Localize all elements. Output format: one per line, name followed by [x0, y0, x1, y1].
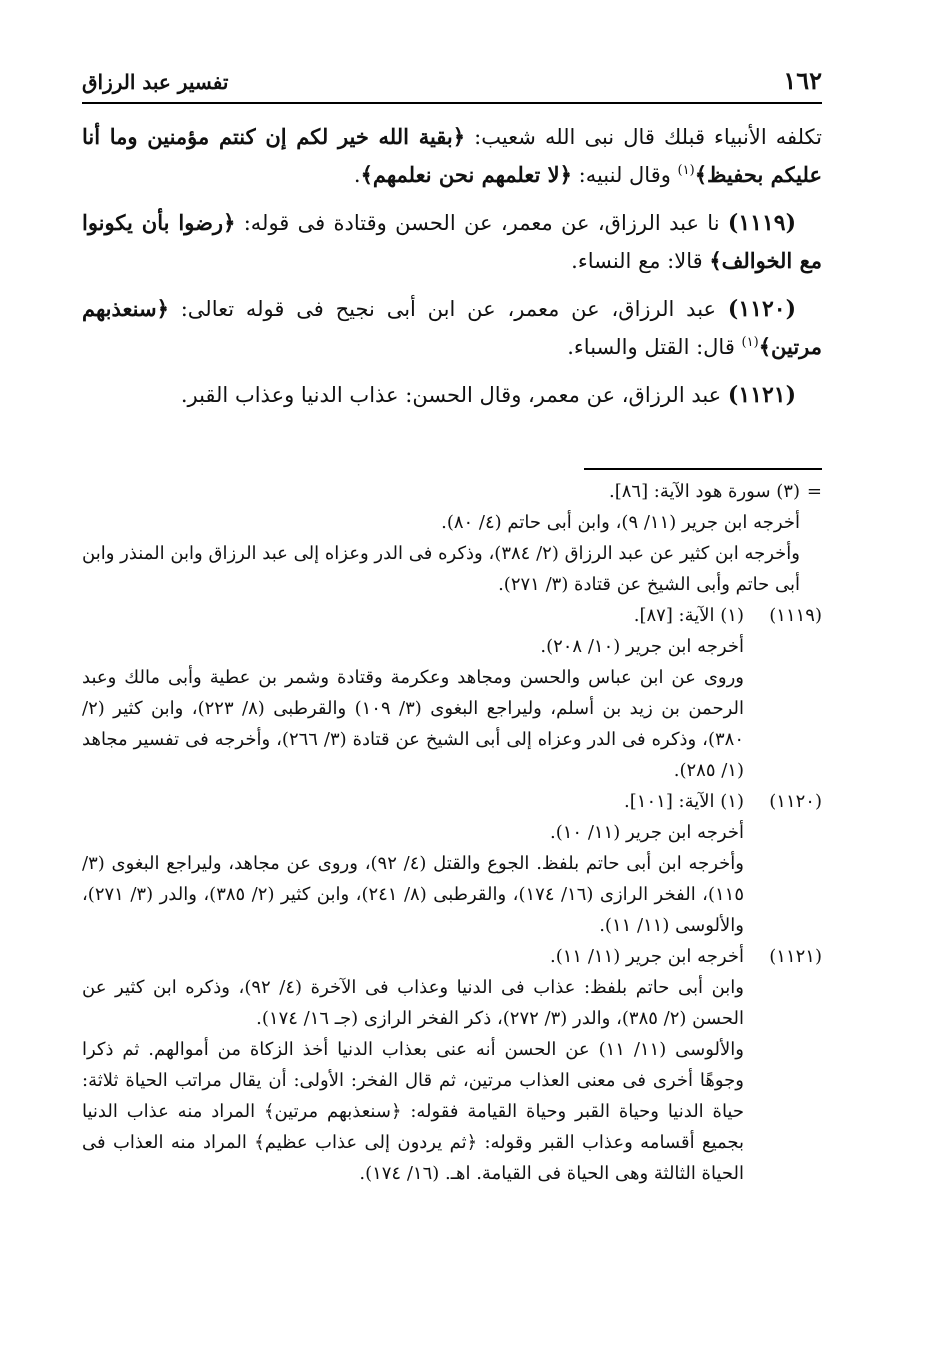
quran-quote: ﴿رضوا بأن يكونوا مع الخوالف﴾ — [82, 210, 822, 273]
footnote-line: وابن أبى حاتم بلفظ: عذاب فى الدنيا وعذاب فى الآخرة (٤/ ٩٢)، وذكره ابن كثير عن الحسن (٢/ ٣٨٥)، والدر (٣/ ٢٧٢)، ذكر الفخر الرازى (جـ ١٦/ ١٧٤). — [82, 977, 744, 1029]
footnote-continued — [82, 476, 822, 600]
main-text — [82, 118, 822, 424]
text-run: تكلفه الأنبياء قبلك قال نبى الله شعيب: — [465, 125, 822, 149]
text-run: قال: القتل والسباء. — [567, 335, 742, 359]
footnote-separator — [584, 468, 822, 470]
footnote-1119 — [82, 600, 822, 786]
footnotes — [82, 476, 822, 1189]
text-run: عبد الرزاق، عن معمر، عن ابن أبى نجيح فى قوله تعالى: — [168, 297, 728, 321]
footnote-line: أخرجه ابن جرير (١١/ ٩)، وابن أبى حاتم (٤/ ٨٠). — [441, 512, 800, 533]
footnote-line: وأخرجه ابن أبى حاتم بلفظ. الجوع والقتل (٤/ ٩٢)، وروى عن مجاهد، وليراجع البغوى (٣/ ١١٥)، الفخر الرازى (١٦/ ١٧٤)، والقرطبى (٨/ ٢٤١)، وابن كثير (٢/ ٣٨٥)، والدر (٣/ ٢٧١)، والألوسى (١١/ ١١). — [82, 853, 745, 936]
quran-quote: ﴿لا تعلمهم نحن نعلمهم﴾ — [360, 162, 572, 187]
paragraph-1119 — [82, 204, 822, 280]
footnote-line: وروى عن ابن عباس والحسن ومجاهد وعكرمة وقتادة وشمر بن عطية وأبى مالك وعبد الرحمن بن زيد بن أسلم، وليراجع البغوى (٣/ ١٠٩) والقرطبى (٨/ ٢٢٣)، وابن كثير (٢/ ٣٨٠)، وذكره فى الدر وعزاه إلى أبى الشيخ عن قتادة (٣/ ٢٦٦)، وأخرجه فى تفسير مجاهد (١/ ٢٨٥). — [82, 667, 745, 781]
quran-quote: ﴿سنعذبهم مرتين﴾ — [82, 296, 822, 359]
text-run: قالا: مع النساء. — [571, 249, 710, 273]
footnote-1120 — [82, 786, 822, 941]
paragraph-1121 — [82, 376, 822, 414]
footnote-line: وأخرجه ابن كثير عن عبد الرزاق (٢/ ٣٨٤)، وذكره فى الدر وعزاه إلى عبد الرزاق وابن المنذر وابن أبى حاتم وأبى الشيخ عن قتادة (٣/ ٢٧١). — [82, 543, 800, 595]
footnote-line: والألوسى (١١/ ١١) عن الحسن أنه عنى بعذاب الدنيا أخذ الزكاة من أموالهم. ثم ذكرا وجوهًا أخرى فى معنى العذاب مرتين، ثم قال الفخر: الأولى: أن يقال مراتب الحياة ثلاثة: حياة الدنيا وحياة القبر وحياة القيامة فقوله: ﴿سنعذبهم مرتين﴾ المراد منه عذاب الدنيا بجميع أقسامه وعذاب القبر وقوله: ﴿ثم يردون إلى عذاب عظيم﴾ المراد منه العذاب فى الحياة الثالثة وهى الحياة فى القيامة. اهـ. (١٦/ ١٧٤). — [82, 1039, 744, 1184]
hadith-number: (١١٢٠) — [727, 296, 796, 322]
footnote-line: أخرجه ابن جرير (١٠/ ٢٠٨). — [540, 636, 744, 657]
footnote-label: (١١٢٠) — [769, 791, 822, 812]
hadith-number: (١١١٩) — [727, 210, 796, 236]
hadith-number: (١١٢١) — [727, 382, 796, 408]
footnote-label: (١١١٩) — [769, 605, 822, 626]
quran-quote: ﴿بقية الله خير لكم إن كنتم مؤمنين وما أنا عليكم بحفيظ﴾ — [82, 124, 822, 187]
page-number: ١٦٢ — [783, 66, 822, 95]
text-run: وقال لنبيه: — [571, 163, 678, 187]
footnote-ref: (١) — [741, 335, 759, 350]
footnote-label: (١١٢١) — [769, 946, 822, 967]
footnote-line: أخرجه ابن جرير (١١/ ١١). — [550, 946, 744, 967]
footnote-1121 — [82, 941, 822, 1189]
paragraph-1120 — [82, 290, 822, 366]
page-header — [82, 66, 822, 104]
paragraph-continued — [82, 118, 822, 194]
footnote-line: (١) الآية: [١٠١]. — [624, 791, 744, 812]
text-run: . — [353, 163, 361, 187]
footnote-line: أخرجه ابن جرير (١١/ ١٠). — [550, 822, 744, 843]
text-run: نا عبد الرزاق، عن معمر، عن الحسن وقتادة فى قوله: — [235, 211, 728, 235]
text-run: عبد الرزاق، عن معمر، وقال الحسن: عذاب الدنيا وعذاب القبر. — [180, 383, 728, 407]
footnote-ref: (١) — [677, 163, 695, 178]
footnote-line: (١) الآية: [٨٧]. — [633, 605, 744, 626]
footnote-label: = — [806, 481, 822, 502]
footnote-line: (٣) سورة هود الآية: [٨٦]. — [608, 481, 800, 502]
running-title: تفسير عبد الرزاق — [82, 70, 229, 94]
